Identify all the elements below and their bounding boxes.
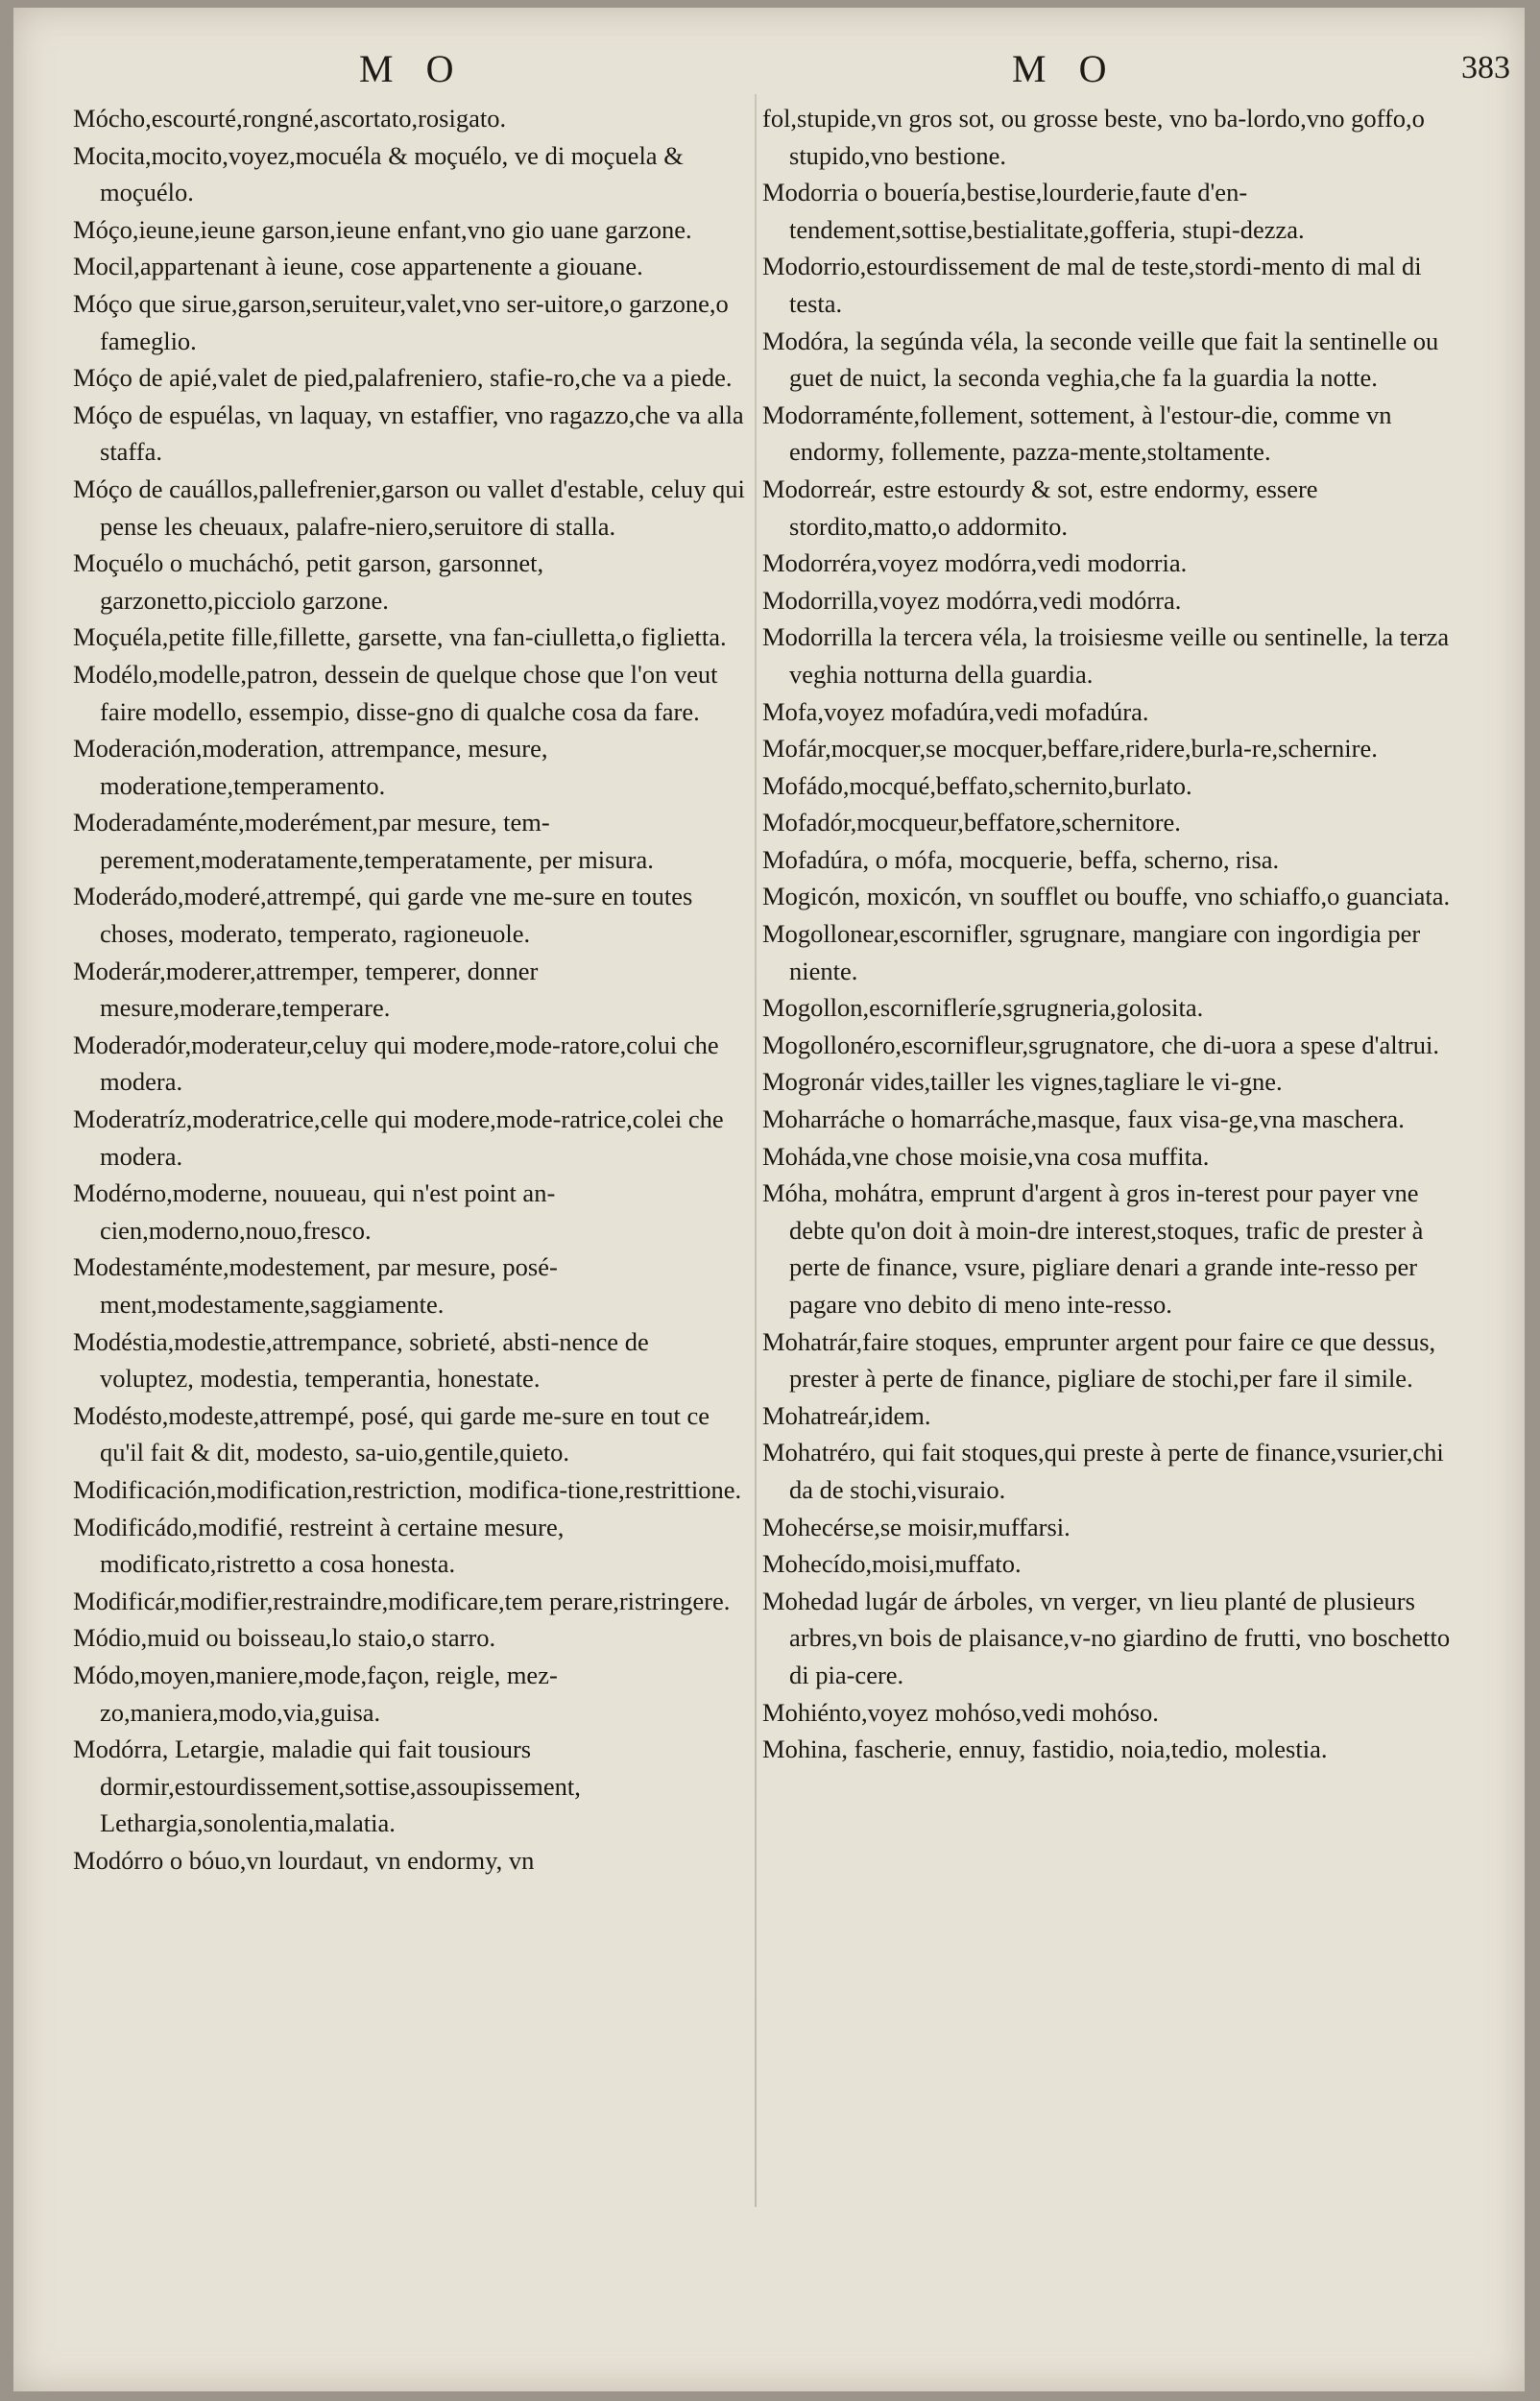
entry: Mócho,escourté,rongné,ascortato,rosigato. <box>73 104 507 133</box>
entry: Mogollon,escornifleríe,sgrugneria,golosita. <box>762 993 1204 1023</box>
entry: Moderación,moderation, attrempance, mesure, moderatione,temperamento. <box>73 734 548 800</box>
left-column <box>73 100 745 1880</box>
entry: Móço que sirue,garson,seruiteur,valet,vno ser-uitore,o garzone,o fameglio. <box>73 288 729 355</box>
entry: Módio,muid ou boisseau,lo staio,o starro. <box>73 1623 496 1653</box>
entry: Mogollonear,escornifler, sgrugnare, mangiare con ingordigia per niente. <box>762 919 1421 985</box>
entry: Mohatrár,faire stoques, emprunter argent pour faire ce que dessus, prester à perte de finance, pigliare de stochi,per fare il simile. <box>762 1326 1436 1394</box>
entry: Modórro o bóuo,vn lourdaut, vn endormy, vn <box>73 1845 535 1875</box>
entry: Modorrilla la tercera véla, la troisiesme veille ou sentinelle, la terza veghia notturna della guardia. <box>762 622 1450 689</box>
entry: fol,stupide,vn gros sot, ou grosse beste, vno ba-lordo,vno goffo,o stupido,vno bestione. <box>762 104 1425 170</box>
entry: Mofadúra, o mófa, mocquerie, beffa, scherno, risa. <box>762 844 1280 874</box>
entry: Mofadór,mocqueur,beffatore,schernitore. <box>762 808 1181 837</box>
entry: Moçuéla,petite fille,fillette, garsette, vna fan-ciulletta,o figlietta. <box>73 622 727 652</box>
entry: Módo,moyen,maniere,mode,façon, reigle, mez-zo,maniera,modo,via,guisa. <box>73 1660 558 1727</box>
page-number: 383 <box>1461 50 1510 85</box>
entry: Modélo,modelle,patron, dessein de quelque chose que l'on veut faire modello, essempio, disse-gno di qualche cosa da fare. <box>73 659 718 726</box>
entry: Móço de espuélas, vn laquay, vn estaffier, vno ragazzo,che va alla staffa. <box>73 400 744 467</box>
dictionary-page <box>13 8 1525 2391</box>
right-column <box>762 100 1454 1768</box>
entry: Mofádo,mocqué,beffato,schernito,burlato. <box>762 770 1192 800</box>
entry: Móço de cauállos,pallefrenier,garson ou vallet d'estable, celuy qui pense les cheuaux, palafre-niero,seruitore di stalla. <box>73 473 745 541</box>
running-head-right: M O <box>1012 47 1119 90</box>
running-head-left: M O <box>359 47 466 90</box>
entry: Mohedad lugár de árboles, vn verger, vn lieu planté de plusieurs arbres,vn bois de plaisance,v-no giardino de frutti, vno boschetto di pia-cere. <box>762 1586 1451 1689</box>
entry: Modificádo,modifié, restreint à certaine mesure, modificato,ristretto a cosa honesta. <box>73 1512 565 1579</box>
entry: Mogronár vides,tailler les vignes,tagliare le vi-gne. <box>762 1067 1283 1097</box>
entry: Mogollonéro,escornifleur,sgrugnatore, che di-uora a spese d'altrui. <box>762 1030 1439 1059</box>
entry: Modérno,moderne, nouueau, qui n'est point an-cien,moderno,nouo,fresco. <box>73 1178 556 1245</box>
entry: Modorria o bouería,bestise,lourderie,faute d'en-tendement,sottise,bestialitate,gofferia, stupi-dezza. <box>762 178 1305 244</box>
entry: Modésto,modeste,attrempé, posé, qui garde me-sure en tout ce qu'il fait & dit, modesto, sa-uio,gentile,quieto. <box>73 1400 710 1467</box>
entry: Modórra, Letargie, maladie qui fait tousiours dormir,estourdissement,sottise,assoupissement, Lethargia,sonolentia,malatia. <box>73 1734 581 1838</box>
entry: Mofa,voyez mofadúra,vedi mofadúra. <box>762 696 1149 726</box>
entry: Moçuélo o mucháchó, petit garson, garsonnet, garzonetto,picciolo garzone. <box>73 548 544 615</box>
entry: Modificár,modifier,restraindre,modificare,tem perare,ristringere. <box>73 1586 731 1615</box>
entry: Modorrilla,voyez modórra,vedi modórra. <box>762 585 1182 615</box>
entry: Móço de apié,valet de pied,palafreniero, stafie-ro,che va a piede. <box>73 363 733 393</box>
entry: Mocil,appartenant à ieune, cose appartenente a giouane. <box>73 252 643 281</box>
entry: Mocita,mocito,voyez,mocuéla & moçuélo, ve di moçuela & moçuélo. <box>73 140 684 207</box>
entry: Moháda,vne chose moisie,vna cosa muffita. <box>762 1141 1210 1171</box>
entry: Modorrio,estourdissement de mal de teste,stordi-mento di mal di testa. <box>762 252 1422 318</box>
entry: Mohina, fascherie, ennuy, fastidio, noia,tedio, molestia. <box>762 1734 1328 1764</box>
entry: Moderadór,moderateur,celuy qui modere,mode-ratore,colui che modera. <box>73 1030 719 1097</box>
entry: Mogicón, moxicón, vn soufflet ou bouffe, vno schiaffo,o guanciata. <box>762 882 1451 911</box>
entry: Moderatríz,moderatrice,celle qui modere,mode-ratrice,colei che modera. <box>73 1104 724 1171</box>
entry: Modéstia,modestie,attrempance, sobrieté, absti-nence de voluptez, modestia, temperantia, honestate. <box>73 1326 649 1394</box>
entry: Modestaménte,modestement, par mesure, posé-ment,modestamente,saggiamente. <box>73 1252 558 1319</box>
entry: Mohiénto,voyez mohóso,vedi mohóso. <box>762 1697 1159 1727</box>
entry: Modorréra,voyez modórra,vedi modorria. <box>762 548 1188 578</box>
entry: Moharráche o homarráche,masque, faux visa-ge,vna maschera. <box>762 1104 1405 1134</box>
entry: Mohatréro, qui fait stoques,qui preste à perte de finance,vsurier,chi da de stochi,visuraio. <box>762 1438 1444 1504</box>
entry: Moderár,moderer,attremper, temperer, donner mesure,moderare,temperare. <box>73 956 539 1023</box>
column-divider <box>755 94 757 2207</box>
entry: Móha, mohátra, emprunt d'argent à gros in-terest pour payer vne debte qu'on doit à moin-dre interest,stoques, trafic de prester à perte de finance, vsure, pigliare denari a grande inte-resso per pagare vno debito di meno inte-resso. <box>762 1178 1424 1319</box>
entry: Modóra, la segúnda véla, la seconde veille que fait la sentinelle ou guet de nuict, la seconda veghia,che fa la guardia la notte. <box>762 326 1439 393</box>
entry: Moderádo,moderé,attrempé, qui garde vne me-sure en toutes choses, moderato, temperato, ragioneuole. <box>73 882 693 949</box>
entry: Mohecído,moisi,muffato. <box>762 1549 1022 1579</box>
entry: Mofár,mocquer,se mocquer,beffare,ridere,burla-re,schernire. <box>762 734 1378 764</box>
entry: Moderadaménte,moderément,par mesure, tem-perement,moderatamente,temperatamente, per misura. <box>73 808 654 874</box>
entry: Móço,ieune,ieune garson,ieune enfant,vno gio uane garzone. <box>73 214 692 244</box>
entry: Modorreár, estre estourdy & sot, estre endormy, essere stordito,matto,o addormito. <box>762 473 1318 541</box>
entry: Mohecérse,se moisir,muffarsi. <box>762 1512 1071 1541</box>
entry: Modorraménte,follement, sottement, à l'estour-die, comme vn endormy, follemente, pazza-mente,stoltamente. <box>762 400 1392 467</box>
entry: Mohatreár,idem. <box>762 1400 931 1430</box>
entry: Modificación,modification,restriction, modifica-tione,restrittione. <box>73 1474 742 1504</box>
